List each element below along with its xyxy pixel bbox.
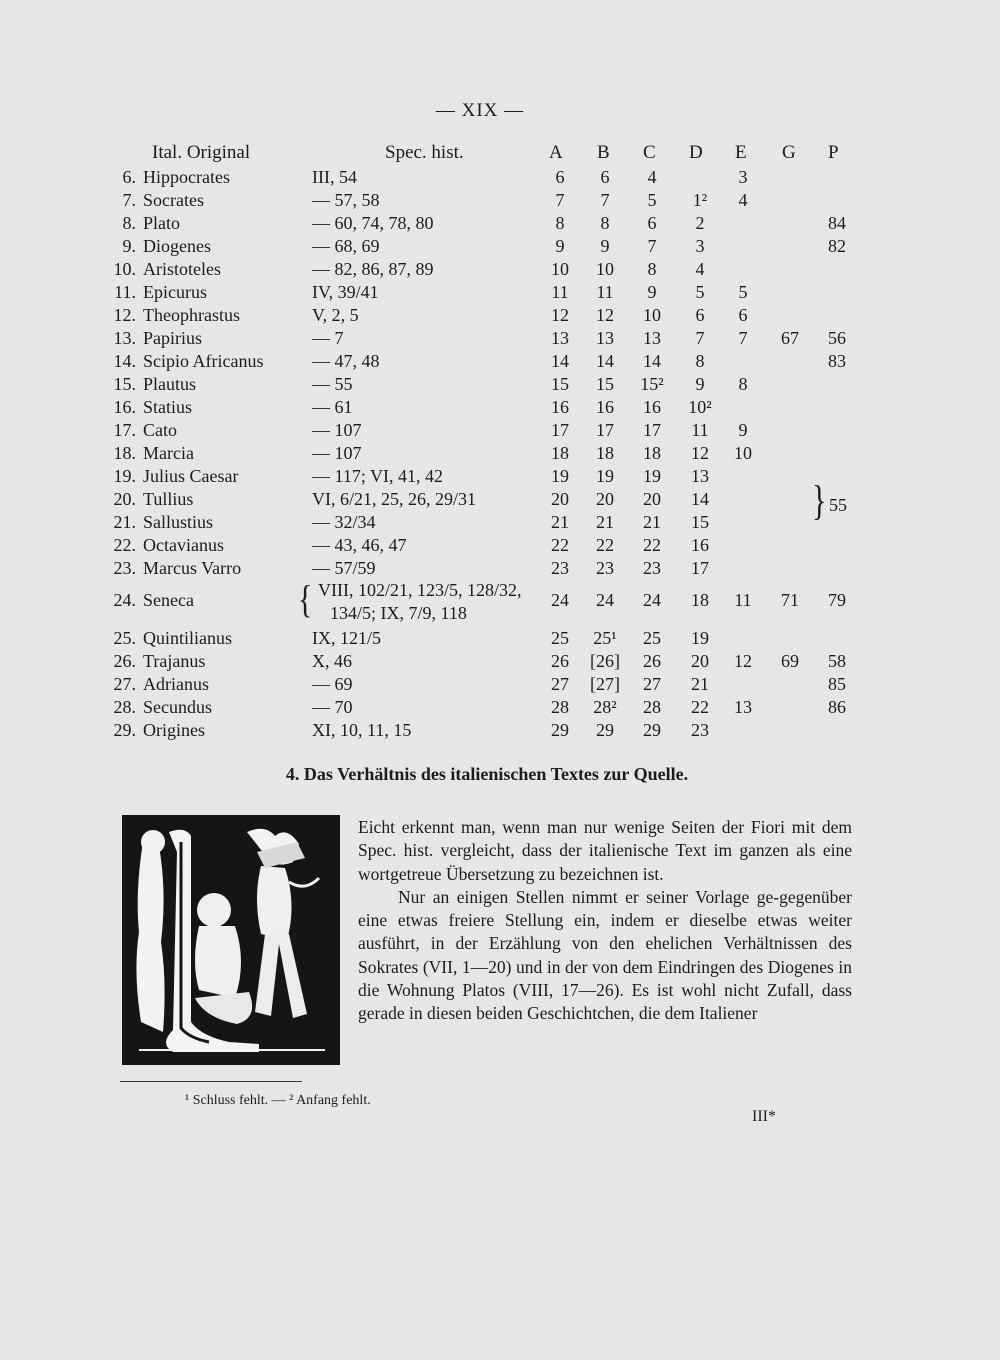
cell-a: 18 [551,443,569,463]
cell-spec: — 47, 48 [312,351,380,371]
cell-e: 6 [738,305,748,325]
cell-spec: — 68, 69 [312,236,380,256]
decorated-initial-l-woodcut [122,815,340,1065]
cell-c: 20 [643,489,661,509]
cell-name: Cato [143,420,177,440]
table-row [0,651,1000,674]
cell-c: 10 [643,305,661,325]
cell-a: 28 [551,697,569,717]
cell-e: 4 [738,190,748,210]
cell-c: 27 [643,674,661,694]
cell-c: 29 [643,720,661,740]
header-original: Ital. Original [152,142,251,163]
header-p: P [828,142,839,163]
cell-num: 13. [113,328,136,348]
cell-a: 21 [551,512,569,532]
cell-b: 12 [596,305,614,325]
cell-a: 24 [551,590,569,610]
table-row [0,558,1000,581]
cell-d: 6 [695,305,705,325]
cell-a: 17 [551,420,569,440]
cell-d: 18 [691,590,709,610]
cell-c: 16 [643,397,661,417]
table-row [0,420,1000,443]
header-a: A [549,142,563,163]
cell-b: [26] [590,651,620,671]
cell-num: 9. [122,236,136,256]
cell-b: [27] [590,674,620,694]
cell-name: Socrates [143,190,204,210]
cell-e: 10 [734,443,752,463]
cell-num: 19. [113,466,136,486]
cell-num: 22. [113,535,136,555]
cell-spec: — 7 [312,328,344,348]
cell-d: 16 [691,535,709,555]
cell-b: 18 [596,443,614,463]
table-row [0,720,1000,743]
cell-e: 9 [738,420,748,440]
cell-name: Octavianus [143,535,224,555]
cell-d: 22 [691,697,709,717]
cell-c: 21 [643,512,661,532]
header-c: C [643,142,656,163]
cell-e: 7 [738,328,748,348]
cell-num: 6. [122,167,136,187]
cell-d: 1² [692,190,708,210]
cell-d: 7 [695,328,705,348]
cell-d: 17 [691,558,709,578]
cell-num: 20. [113,489,136,509]
cell-a: 25 [551,628,569,648]
cell-c: 24 [643,590,661,610]
cell-b: 17 [596,420,614,440]
cell-d: 13 [691,466,709,486]
cell-name: Tullius [143,489,194,509]
cell-c: 28 [643,697,661,717]
body-text [358,816,852,1026]
cell-spec: IV, 39/41 [312,282,379,302]
cell-name: Origines [143,720,205,740]
cell-c: 19 [643,466,661,486]
cell-spec: — 69 [312,674,353,694]
cell-name: Seneca [143,590,194,610]
brace-seneca: { [298,578,313,622]
cell-a: 10 [551,259,569,279]
cell-g: 69 [781,651,799,671]
cell-c: 23 [643,558,661,578]
cell-d: 15 [691,512,709,532]
cell-p: 58 [828,651,846,671]
cell-d: 4 [695,259,705,279]
cell-p: 79 [828,590,846,610]
cell-num: 10. [113,259,136,279]
cell-c: 26 [643,651,661,671]
cell-spec-continued: 134/5; IX, 7/9, 118 [330,603,467,623]
cell-a: 13 [551,328,569,348]
cell-a: 8 [555,213,565,233]
table-row [0,397,1000,420]
cell-num: 29. [113,720,136,740]
header-spec-hist: Spec. hist. [385,142,464,163]
table-row [0,489,1000,512]
cell-d: 14 [691,489,709,509]
table-row [0,190,1000,213]
cell-c: 4 [647,167,657,187]
cell-num: 18. [113,443,136,463]
cell-num: 25. [113,628,136,648]
cell-a: 26 [551,651,569,671]
cell-num: 23. [113,558,136,578]
cell-spec: — 55 [312,374,353,394]
cell-spec: — 57/59 [312,558,376,578]
table-row [0,578,1000,623]
cell-e: 3 [738,167,748,187]
header-g: G [782,142,796,163]
cell-name: Theophrastus [143,305,240,325]
cell-p: 82 [828,236,846,256]
cell-spec: IX, 121/5 [312,628,381,648]
cell-b: 16 [596,397,614,417]
page-number: — XIX — [435,100,525,121]
cell-spec: — 107 [312,443,362,463]
cell-name: Trajanus [143,651,206,671]
table-row [0,443,1000,466]
cell-a: 16 [551,397,569,417]
cell-name: Epicurus [143,282,207,302]
cell-spec: — 32/34 [312,512,376,532]
cell-spec: — 107 [312,420,362,440]
cell-num: 26. [113,651,136,671]
woodcut-illustration [129,822,333,1058]
cell-num: 16. [113,397,136,417]
cell-p: 85 [828,674,846,694]
cell-num: 8. [122,213,136,233]
cell-num: 21. [113,512,136,532]
cell-c: 8 [647,259,657,279]
cell-num: 11. [114,282,136,302]
cell-p: 86 [828,697,846,717]
cell-a: 19 [551,466,569,486]
cell-b: 23 [596,558,614,578]
cell-b: 9 [600,236,610,256]
cell-d: 5 [695,282,705,302]
cell-a: 6 [555,167,565,187]
cell-c: 9 [647,282,657,302]
cell-d: 12 [691,443,709,463]
cell-name: Sallustius [143,512,214,532]
cell-c: 5 [647,190,657,210]
cell-num: 24. [113,590,136,610]
header-d: D [689,142,703,163]
signature-mark: III* [752,1108,776,1125]
table-row [0,351,1000,374]
cell-name: Adrianus [143,674,209,694]
cell-d: 10² [688,397,712,417]
cell-num: 15. [113,374,136,394]
cell-b: 11 [596,282,614,302]
header-e: E [735,142,747,163]
cell-b: 29 [596,720,614,740]
cell-name: Marcus Varro [143,558,242,578]
cell-name: Diogenes [143,236,211,256]
cell-b: 20 [596,489,614,509]
bracketed-value: 55 [829,495,847,515]
cell-num: 14. [113,351,136,371]
cell-c: 25 [643,628,661,648]
cell-num: 17. [113,420,136,440]
header-b: B [597,142,610,163]
cell-spec: — 57, 58 [312,190,380,210]
table-row [0,512,1000,535]
table-row [0,328,1000,351]
cell-name: Aristoteles [143,259,221,279]
cell-e: 12 [734,651,752,671]
cell-spec: VIII, 102/21, 123/5, 128/32, [318,580,522,600]
table-row [0,259,1000,282]
table-row [0,282,1000,305]
footnote-rule [120,1081,302,1082]
cell-num: 28. [113,697,136,717]
footnotes: ¹ Schluss fehlt. — ² Anfang fehlt. [185,1093,371,1108]
table-row [0,697,1000,720]
cell-b: 28² [593,697,617,717]
cell-c: 22 [643,535,661,555]
cell-d: 11 [691,420,709,440]
table-row [0,236,1000,259]
table-row [0,628,1000,651]
table-row [0,374,1000,397]
cell-name: Plato [143,213,181,233]
cell-d: 20 [691,651,709,671]
cell-num: 7. [122,190,136,210]
cell-b: 22 [596,535,614,555]
paragraph-2: Nur an einigen Stellen nimmt er seiner Vorlage ge-gegenüber eine etwas freiere Stellung ein, indem er dieselbe etwas weiter ausführt, in der Erzählung von den ehelichen Verhältnissen des Sokrates (VII, 1—20) und in der von dem Eindringen des Diogenes in die Wohnung Platos (VIII, 17—26). Es ist wohl nicht Zufall, dass gerade in diesen beiden Geschichtchen, die dem Italiener [358,886,852,1024]
cell-name: Plautus [143,374,197,394]
cell-c: 7 [647,236,657,256]
cell-name: Secundus [143,697,212,717]
cell-b: 13 [596,328,614,348]
cell-a: 9 [555,236,565,256]
cell-c: 6 [647,213,657,233]
table-row [0,305,1000,328]
paragraph-1: Eicht erkennt man, wenn man nur wenige Seiten der Fiori mit dem Spec. hist. vergleicht, dass der italienische Text im ganzen als eine wortgetreue Übersetzung zu bezeichnen ist. [358,817,852,884]
cell-a: 7 [555,190,565,210]
cell-spec: — 43, 46, 47 [312,535,407,555]
cell-spec: — 60, 74, 78, 80 [312,213,434,233]
cell-c: 15² [640,374,664,394]
cell-p: 83 [828,351,846,371]
cell-e: 8 [738,374,748,394]
cell-e: 11 [734,590,752,610]
cell-d: 23 [691,720,709,740]
cell-name: Marcia [143,443,194,463]
cell-name: Hippocrates [143,167,230,187]
cell-name: Papirius [143,328,203,348]
cell-name: Scipio Africanus [143,351,264,371]
cell-p: 56 [828,328,846,348]
cell-c: 18 [643,443,661,463]
cell-d: 19 [691,628,709,648]
cell-d: 21 [691,674,709,694]
cell-spec: VI, 6/21, 25, 26, 29/31 [312,489,476,509]
cell-spec: V, 2, 5 [312,305,359,325]
cell-p: 84 [828,213,846,233]
cell-num: 27. [113,674,136,694]
cell-e: 5 [738,282,748,302]
cell-b: 21 [596,512,614,532]
cell-spec: — 70 [312,697,353,717]
cell-b: 7 [600,190,610,210]
cell-d: 2 [695,213,705,233]
cell-a: 15 [551,374,569,394]
cell-e: 13 [734,697,752,717]
cell-c: 17 [643,420,661,440]
cell-d: 9 [695,374,705,394]
cell-d: 3 [695,236,705,256]
cell-b: 19 [596,466,614,486]
cell-a: 22 [551,535,569,555]
cell-b: 24 [596,590,614,610]
table-row [0,213,1000,236]
cell-spec: — 61 [312,397,353,417]
cell-b: 10 [596,259,614,279]
cell-a: 11 [551,282,569,302]
cell-c: 13 [643,328,661,348]
cell-spec: XI, 10, 11, 15 [312,720,412,740]
cell-name: Statius [143,397,193,417]
cell-spec: — 117; VI, 41, 42 [312,466,444,486]
cell-name: Julius Caesar [143,466,239,486]
cell-b: 15 [596,374,614,394]
cell-b: 8 [600,213,610,233]
cell-g: 67 [781,328,799,348]
cell-b: 6 [600,167,610,187]
cell-a: 29 [551,720,569,740]
table-row [0,674,1000,697]
cell-d: 8 [695,351,705,371]
cell-spec: X, 46 [312,651,352,671]
cell-a: 23 [551,558,569,578]
table-row [0,167,1000,190]
cell-b: 14 [596,351,614,371]
table-row [0,466,1000,489]
cell-a: 14 [551,351,569,371]
cell-spec: III, 54 [312,167,357,187]
cell-c: 14 [643,351,661,371]
cell-a: 20 [551,489,569,509]
cell-b: 25¹ [593,628,617,648]
brace-tullius-sallustius: } [812,478,827,525]
cell-name: Quintilianus [143,628,232,648]
cell-g: 71 [781,590,799,610]
section-heading: 4. Das Verhältnis des italienischen Textes zur Quelle. [285,764,689,784]
table-row [0,535,1000,558]
cell-num: 12. [113,305,136,325]
cell-a: 12 [551,305,569,325]
cell-a: 27 [551,674,569,694]
cell-spec: — 82, 86, 87, 89 [312,259,434,279]
